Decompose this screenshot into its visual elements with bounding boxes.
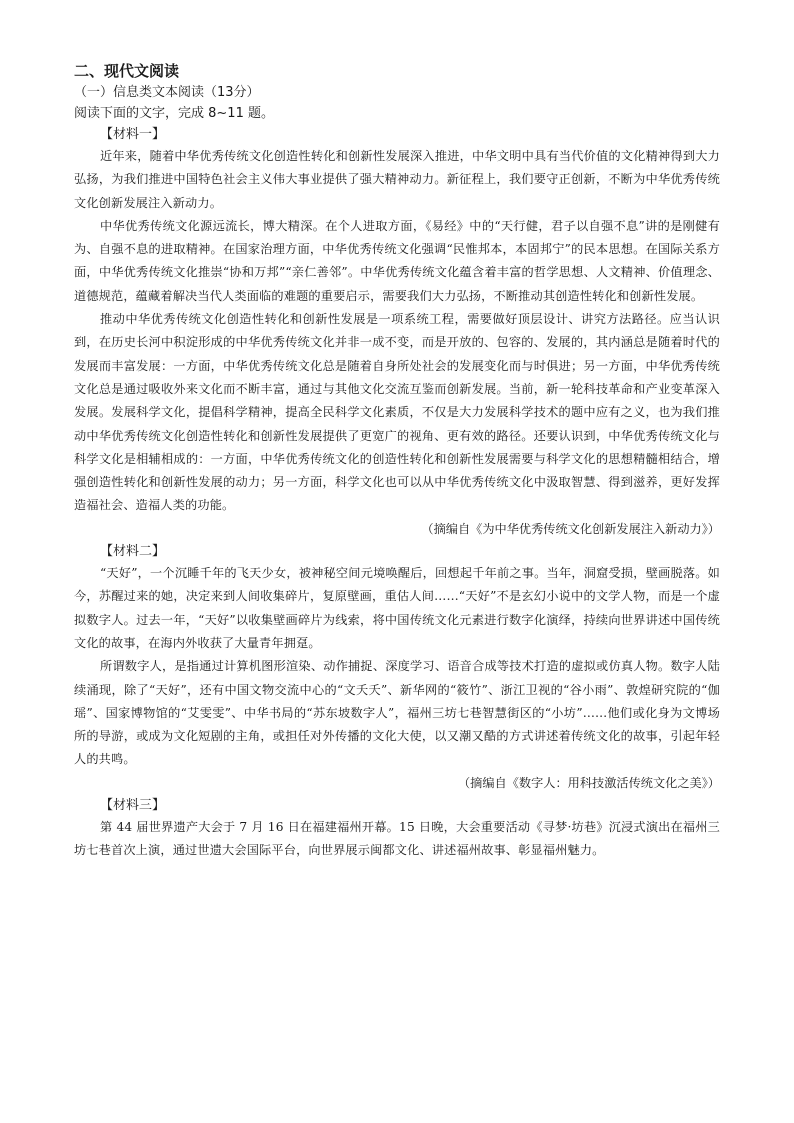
material-1-paragraph: 中华优秀传统文化源远流长，博大精深。在个人进取方面，《易经》中的“天行健，君子以自强不息”讲的是刚健有为、自强不息的进取精神。在国家治理方面，中华优秀传统文化强调“民惟邦本，本固邦宁”的民本思想。在国际关系方面，中华优秀传统文化推崇“协和万邦”“亲仁善邻”。中华优秀传统文化蕴含着丰富的哲学思想、人文精神、价值理念、道德规范，蕴藏着解决当代人类面临的难题的重要启示，需要我们大力弘扬，不断推动其创造性转化和创新性发展。	[74, 218, 720, 303]
instruction: 阅读下面的文字，完成 8~11 题。	[74, 106, 274, 121]
material-2-label: 【材料二】	[100, 544, 166, 560]
section-title: 二、现代文阅读	[74, 62, 180, 80]
material-3-label: 【材料三】	[100, 798, 166, 814]
material-2-source: （摘编自《数字人：用科技激活传统文化之美》）	[457, 775, 720, 790]
material-1-source: （摘编自《为中华优秀传统文化创新发展注入新动力》）	[421, 521, 720, 536]
exam-page	[74, 60, 720, 863]
material-1-paragraph: 推动中华优秀传统文化创造性转化和创新性发展是一项系统工程，需要做好顶层设计、讲究方法路径。应当认识到，在历史长河中积淀形成的中华优秀传统文化并非一成不变，而是开放的、包容的、发展的，其内涵总是随着时代的发展而丰富发展：一方面，中华优秀传统文化总是随着自身所处社会的发展变化而与时俱进；另一方面，中华优秀传统文化总是通过吸收外来文化而不断丰富，通过与其他文化交流互鉴而创新发展。当前，新一轮科技革命和产业变革深入发展。发展科学文化，提倡科学精神，提高全民科学文化素质，不仅是大力发展科学技术的题中应有之义，也为我们推动中华优秀传统文化创造性转化和创新性发展提供了更宽广的视角、更有效的路径。还要认识到，中华优秀传统文化与科学文化是相辅相成的：一方面，中华优秀传统文化的创造性转化和创新性发展需要与科学文化的思想精髓相结合，增强创造性转化和创新性发展的动力；另一方面，科学文化也可以从中华优秀传统文化中汲取智慧、得到滋养，更好发挥造福社会、造福人类的功能。	[74, 312, 720, 513]
subsection-title: （一）信息类文本阅读（13分）	[74, 85, 260, 100]
material-2-paragraph: 所谓数字人，是指通过计算机图形渲染、动作捕捉、深度学习、语音合成等技术打造的虚拟或仿真人物。数字人陆续涌现，除了“天好”，还有中国文物交流中心的“文夭夭”、新华网的“筱竹”、浙江卫视的“谷小雨”、敦煌研究院的“伽瑶”、国家博物馆的“艾雯雯”、中华书局的“苏东坡数字人”，福州三坊七巷智慧街区的“小坊”……他们或化身为文博场所的导游，或成为文化短剧的主角，或担任对外传播的文化大使，以又潮又酷的方式讲述着传统文化的故事，引起年轻人的共鸣。	[74, 659, 720, 767]
material-2-paragraph: “天好”，一个沉睡千年的飞天少女，被神秘空间元境唤醒后，回想起千年前之事。当年，洞窟受损，壁画脱落。如今，苏醒过来的她，决定来到人间收集碎片，复原壁画，重估人间……“天好”不是玄幻小说中的文学人物，而是一个虚拟数字人。过去一年，“天好”以收集壁画碎片为线索，将中国传统文化元素进行数字化演绎，持续向世界讲述中国传统文化的故事，在海内外收获了大量青年拥趸。	[74, 566, 720, 650]
material-1-paragraph: 近年来，随着中华优秀传统文化创造性转化和创新性发展深入推进，中华文明中具有当代价值的文化精神得到大力弘扬，为我们推进中国特色社会主义伟大事业提供了强大精神动力。新征程上，我们要守正创新，不断为中华优秀传统文化创新发展注入新动力。	[74, 149, 720, 210]
material-3-paragraph: 第 44 届世界遗产大会于 7 月 16 日在福建福州开幕。15 日晚，大会重要活动《寻梦·坊巷》沉浸式演出在福州三坊七巷首次上演，通过世遗大会国际平台，向世界展示闽都文化、讲述福州故事、彰显福州魅力。	[74, 820, 720, 858]
material-1-label: 【材料一】	[100, 127, 166, 142]
